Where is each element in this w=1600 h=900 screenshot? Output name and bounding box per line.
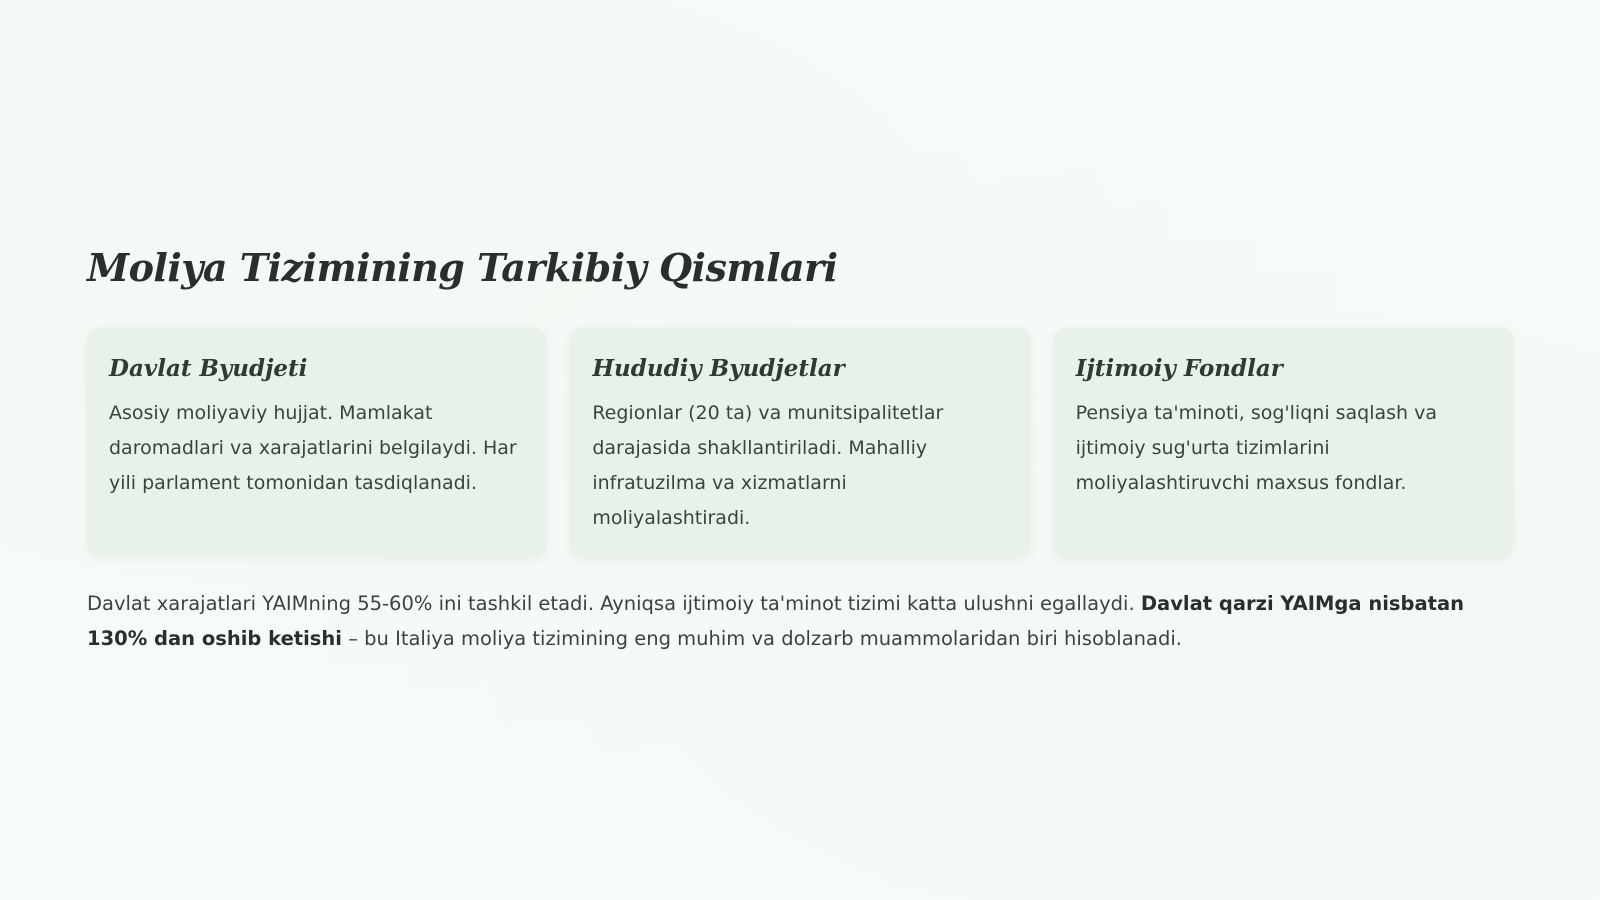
summary-paragraph — [87, 586, 1513, 656]
summary-highlight: Davlat qarzi YAIMga nisbatan 130% dan oshib ketishi — [87, 592, 1464, 650]
card-title: Hududiy Byudjetlar — [592, 355, 845, 382]
card-hududiy-byudjetlar — [570, 328, 1029, 558]
page-title: Moliya Tizimining Tarkibiy Qismlari — [87, 245, 838, 290]
card-title: Ijtimoiy Fondlar — [1075, 355, 1283, 382]
card-text: Asosiy moliyaviy hujjat. Mamlakat daromadlari va xarajatlarini belgilaydi. Har yili parlament tomonidan tasdiqlanadi. — [109, 402, 517, 494]
card-ijtimoiy-fondlar — [1054, 328, 1513, 558]
card-text: Pensiya ta'minoti, sog'liqni saqlash va ijtimoiy sug'urta tizimlarini moliyalashtiruvchi maxsus fondlar. — [1075, 402, 1438, 494]
cards-row — [87, 328, 1513, 558]
summary-tail: – bu Italiya moliya tizimining eng muhim va dolzarb muammolaridan biri hisoblanadi. — [342, 627, 1182, 650]
card-text: Regionlar (20 ta) va munitsipalitetlar darajasida shakllantiriladi. Mahalliy infratuzilma va xizmatlarni moliyalashtiradi. — [592, 402, 944, 529]
card-davlat-byudjeti — [87, 328, 546, 558]
card-title: Davlat Byudjeti — [109, 355, 308, 382]
summary-lead: Davlat xarajatlari YAIMning 55-60% ini tashkil etadi. Ayniqsa ijtimoiy ta'minot tizimi katta ulushni egallaydi. — [87, 592, 1141, 615]
slide-content — [87, 240, 1513, 656]
